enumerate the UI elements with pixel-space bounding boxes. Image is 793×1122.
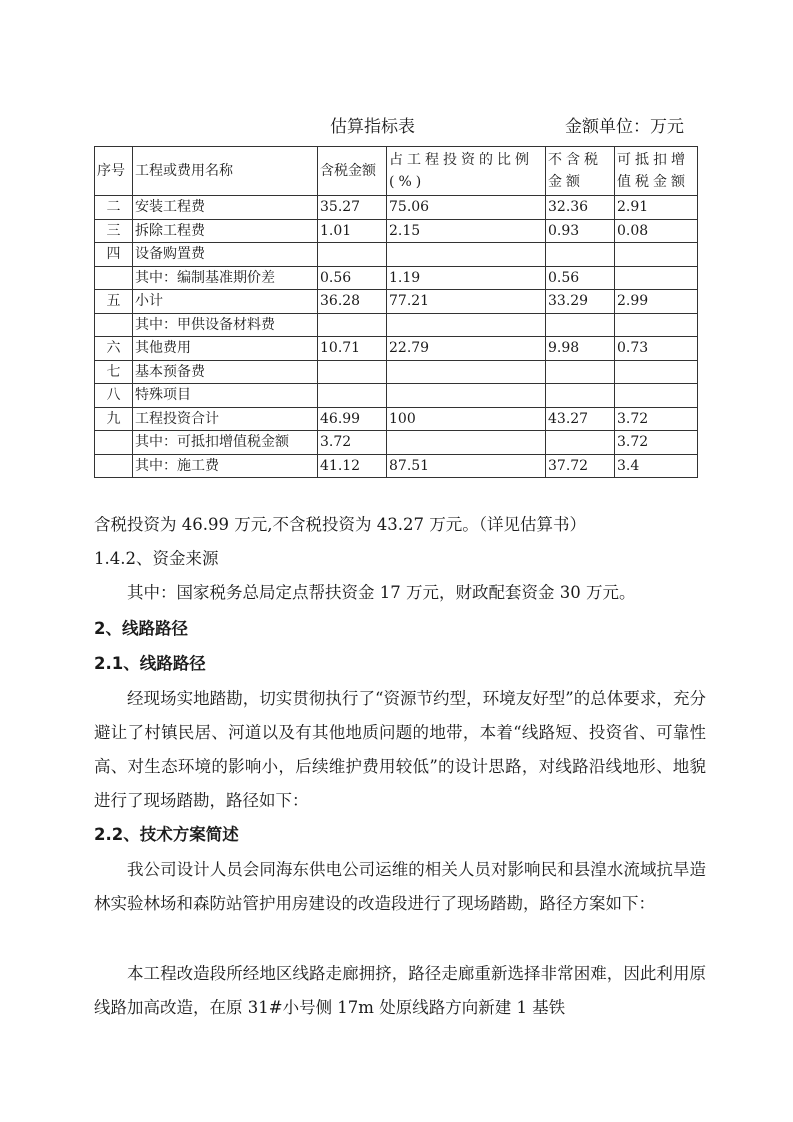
cell-tax-incl: 46.99 [318,407,387,431]
cell-ratio [387,243,546,267]
cell-item-name: 其中：编制基准期价差 [133,266,318,290]
cell-item-name: 其中：施工费 [133,454,318,478]
cell-tax-incl: 36.28 [318,290,387,314]
cell-tax-excl [546,313,615,337]
cell-tax-incl [318,313,387,337]
cell-ratio: 22.79 [387,337,546,361]
investment-summary: 含税投资为 46.99 万元,不含税投资为 43.27 万元。（详见估算书） [94,515,586,534]
survey-paragraph: 我公司设计人员会同海东供电公司运维的相关人员对影响民和县湟水流域抗旱造林实验林场和森防站管护用房建设的改造段进行了现场踏勘，路径方案如下： [94,860,706,913]
cell-tax-incl: 1.01 [318,219,387,243]
cell-ratio: 100 [387,407,546,431]
cell-tax-incl [318,243,387,267]
cell-deductible-vat [615,384,698,408]
section-2-1-heading: 2.1、线路路径 [94,654,206,673]
table-row [95,266,698,290]
cell-tax-incl [318,384,387,408]
funding-source-text: 其中：国家税务总局定点帮扶资金 17 万元，财政配套资金 30 万元。 [127,583,636,602]
cell-deductible-vat [615,266,698,290]
cell-item-name: 工程投资合计 [133,407,318,431]
cell-ratio [387,360,546,384]
cell-tax-excl [546,431,615,455]
cell-tax-excl: 0.56 [546,266,615,290]
cell-tax-incl: 41.12 [318,454,387,478]
cell-ratio: 87.51 [387,454,546,478]
cell-item-name: 拆除工程费 [133,219,318,243]
cell-tax-excl: 32.36 [546,196,615,220]
cell-serial [95,431,133,455]
cell-serial [95,266,133,290]
table-row [95,454,698,478]
cell-deductible-vat [615,243,698,267]
cell-serial [95,313,133,337]
cell-serial: 四 [95,243,133,267]
cell-deductible-vat [615,360,698,384]
cell-tax-excl: 33.29 [546,290,615,314]
cell-ratio: 2.15 [387,219,546,243]
estimate-index-table [94,146,698,478]
cell-item-name: 基本预备费 [133,360,318,384]
cell-ratio: 75.06 [387,196,546,220]
table-title: 估算指标表 [330,117,415,137]
cell-item-name: 其他费用 [133,337,318,361]
header-tax-incl: 含税金额 [318,147,387,196]
cell-serial: 九 [95,407,133,431]
cell-serial [95,454,133,478]
cell-tax-incl: 3.72 [318,431,387,455]
cell-deductible-vat: 0.73 [615,337,698,361]
cell-deductible-vat: 3.72 [615,407,698,431]
cell-tax-excl [546,384,615,408]
section-1-4-2-heading: 1.4.2、资金来源 [94,549,219,568]
cell-tax-incl: 35.27 [318,196,387,220]
cell-item-name: 特殊项目 [133,384,318,408]
table-row [95,243,698,267]
table-row [95,384,698,408]
cell-ratio: 77.21 [387,290,546,314]
table-row [95,219,698,243]
cell-serial: 二 [95,196,133,220]
cell-item-name: 设备购置费 [133,243,318,267]
table-row [95,290,698,314]
header-deductible-vat: 可抵扣增值税金额 [615,147,698,196]
amount-unit-label: 金额单位：万元 [565,117,684,137]
section-2-2-heading: 2.2、技术方案简述 [94,825,239,844]
cell-tax-excl: 0.93 [546,219,615,243]
table-row [95,431,698,455]
route-paragraph: 经现场实地踏勘，切实贯彻执行了“资源节约型，环境友好型”的总体要求，充分避让了村镇民居、河道以及有其他地质问题的地带，本着“线路短、投资省、可靠性高、对生态环境的影响小，后续维护费用较低”的设计思路，对线路沿线地形、地貌进行了现场踏勘，路径如下： [94,689,706,810]
cell-serial: 三 [95,219,133,243]
header-item-name: 工程或费用名称 [133,147,318,196]
cell-deductible-vat: 2.91 [615,196,698,220]
cell-tax-incl: 10.71 [318,337,387,361]
cell-item-name: 小计 [133,290,318,314]
table-row [95,407,698,431]
cell-ratio: 1.19 [387,266,546,290]
section-2-heading: 2、线路路径 [94,619,188,638]
cell-deductible-vat [615,313,698,337]
cell-deductible-vat: 2.99 [615,290,698,314]
header-ratio: 占工程投资的比例(%) [387,147,546,196]
cell-serial: 五 [95,290,133,314]
cell-item-name: 安装工程费 [133,196,318,220]
header-tax-excl: 不含税金额 [546,147,615,196]
cell-serial: 六 [95,337,133,361]
cell-serial: 八 [95,384,133,408]
cell-deductible-vat: 0.08 [615,219,698,243]
cell-ratio [387,431,546,455]
cell-tax-excl: 37.72 [546,454,615,478]
cell-deductible-vat: 3.72 [615,431,698,455]
table-row [95,360,698,384]
cell-serial: 七 [95,360,133,384]
cell-ratio [387,384,546,408]
cell-deductible-vat: 3.4 [615,454,698,478]
cell-tax-excl: 43.27 [546,407,615,431]
cell-tax-excl [546,243,615,267]
cell-tax-excl: 9.98 [546,337,615,361]
cell-item-name: 其中：可抵扣增值税金额 [133,431,318,455]
cell-ratio [387,313,546,337]
table-row [95,196,698,220]
table-header-row [95,147,698,196]
header-serial: 序号 [95,147,133,196]
cell-tax-excl [546,360,615,384]
cell-tax-incl [318,360,387,384]
cell-tax-incl: 0.56 [318,266,387,290]
table-row [95,337,698,361]
scheme-paragraph: 本工程改造段所经地区线路走廊拥挤，路径走廊重新选择非常困难，因此利用原线路加高改造，在原 31#小号侧 17m 处原线路方向新建 1 基铁 [94,964,706,1017]
table-row [95,313,698,337]
cell-item-name: 其中：甲供设备材料费 [133,313,318,337]
